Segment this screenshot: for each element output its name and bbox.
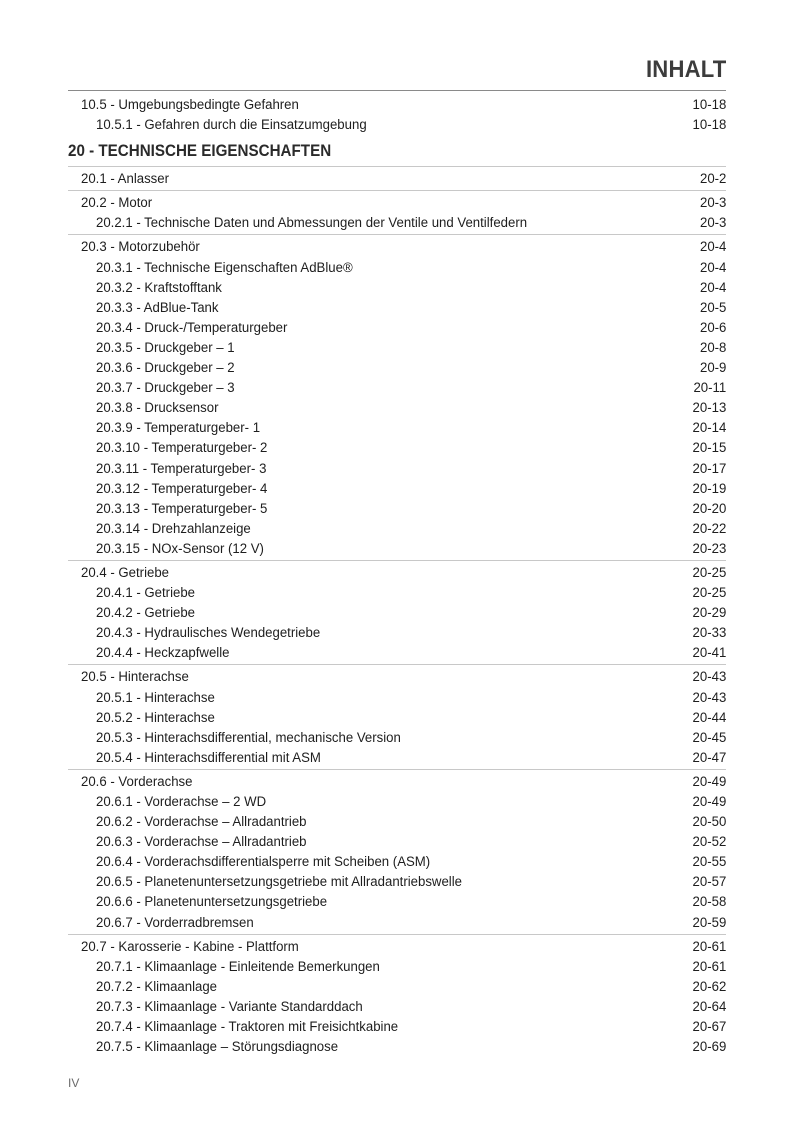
toc-entry-page: 20-29 [692, 605, 726, 622]
toc-group [68, 234, 726, 559]
toc-entry[interactable] [68, 772, 726, 792]
toc-entry[interactable] [68, 298, 726, 318]
page-number: IV [68, 1076, 80, 1090]
toc-entry-page: 20-19 [692, 480, 726, 497]
toc-entry[interactable] [68, 688, 726, 708]
toc-entry-page: 20-41 [692, 645, 726, 662]
toc-entry-label: 20.2 - Motor [81, 195, 153, 212]
toc-entry-label: 20.4.1 - Getriebe [96, 585, 196, 602]
toc-entry-page: 20-49 [692, 773, 726, 790]
toc-entry-label: 10.5 - Umgebungsbedingte Gefahren [81, 97, 299, 113]
toc-entry-page: 20-44 [692, 709, 726, 726]
toc-entry[interactable] [68, 667, 726, 687]
toc-entry-page: 10-18 [692, 117, 726, 134]
toc-entry[interactable] [68, 169, 726, 189]
toc-entry-page: 20-69 [692, 1039, 726, 1056]
toc-entry-page: 20-11 [693, 380, 726, 397]
toc-entry-label: 20.6.4 - Vorderachsdifferentialsperre mit Scheiben (ASM) [96, 854, 431, 871]
toc-entry[interactable] [68, 852, 726, 872]
toc-entry-label: 20.4.2 - Getriebe [96, 605, 196, 622]
toc-entry[interactable] [68, 479, 726, 499]
toc-entry-label: 20.7.4 - Klimaanlage - Traktoren mit Freisichtkabine [96, 1019, 399, 1036]
toc-entry[interactable] [68, 623, 726, 643]
toc-entry[interactable] [68, 278, 726, 298]
toc-entry[interactable] [68, 977, 726, 997]
toc-entry[interactable] [68, 892, 726, 912]
toc-entry-page: 20-43 [692, 669, 726, 686]
toc-entry-label: 20.3.3 - AdBlue-Tank [96, 299, 219, 316]
toc-group [68, 664, 726, 767]
toc-entry-label: 20.3.9 - Temperaturgeber- 1 [96, 420, 261, 437]
toc-entry-label: 20.5.4 - Hinterachsdifferential mit ASM [96, 749, 321, 766]
toc-entry[interactable] [68, 1037, 726, 1057]
toc-entry[interactable] [68, 643, 726, 663]
table-of-contents [68, 94, 726, 1057]
toc-entry-label: 20.5 - Hinterachse [81, 669, 189, 686]
toc-entry[interactable] [68, 499, 726, 519]
toc-entry-label: 10.5.1 - Gefahren durch die Einsatzumgebung [96, 117, 367, 134]
toc-entry-page: 20-9 [699, 360, 726, 377]
toc-entry[interactable] [68, 459, 726, 479]
toc-entry[interactable] [68, 193, 726, 213]
toc-entry-page: 20-5 [699, 299, 726, 316]
toc-group [68, 190, 726, 233]
toc-entry-label: 20.5.1 - Hinterachse [96, 689, 215, 706]
toc-entry-page: 20-50 [692, 814, 726, 831]
toc-entry-page: 20-61 [692, 938, 726, 955]
toc-entry[interactable] [68, 378, 726, 398]
toc-entry-page: 20-33 [692, 625, 726, 642]
toc-entry-label: 20.6 - Vorderachse [81, 773, 193, 790]
toc-entry-page: 20-4 [699, 279, 726, 296]
toc-entry-page: 20-22 [692, 520, 726, 537]
toc-entry-label: 20.3.2 - Kraftstofftank [96, 279, 222, 296]
toc-entry-label: 20.3.7 - Druckgeber – 3 [96, 380, 235, 397]
toc-entry[interactable] [68, 792, 726, 812]
toc-entry-label: 20.3.11 - Temperaturgeber- 3 [96, 460, 267, 477]
toc-group [68, 95, 726, 135]
toc-entry-page: 20-61 [692, 958, 726, 975]
toc-entry[interactable] [68, 95, 726, 115]
toc-entry-label: 20.3.13 - Temperaturgeber- 5 [96, 500, 268, 517]
toc-entry[interactable] [68, 728, 726, 748]
toc-entry-label: 20.4 - Getriebe [81, 564, 170, 581]
toc-entry[interactable] [68, 539, 726, 559]
toc-entry[interactable] [68, 338, 726, 358]
toc-entry[interactable] [68, 937, 726, 957]
toc-entry-page: 20-25 [692, 585, 726, 602]
toc-group [68, 934, 726, 1058]
toc-entry-label: 20.3.5 - Druckgeber – 1 [96, 339, 235, 356]
toc-entry-label: 20.3 - Motorzubehör [81, 239, 200, 256]
toc-entry[interactable] [68, 318, 726, 338]
chapter-heading [68, 135, 726, 165]
toc-entry-page: 10-18 [692, 97, 726, 113]
toc-entry-page: 20-49 [692, 794, 726, 810]
toc-entry-label: 20.6.7 - Vorderradbremsen [96, 914, 254, 931]
page-header [68, 56, 726, 91]
toc-entry[interactable] [68, 583, 726, 603]
toc-entry-label: 20.1 - Anlasser [81, 171, 170, 188]
toc-entry-page: 20-4 [699, 259, 726, 276]
toc-entry-page: 20-17 [692, 460, 726, 477]
page-title: INHALT [645, 56, 726, 83]
toc-entry[interactable] [68, 603, 726, 623]
toc-entry-label: 20.2.1 - Technische Daten und Abmessungen der Ventile und Ventilfedern [96, 215, 528, 232]
toc-entry-page: 20-64 [692, 998, 726, 1015]
toc-entry-label: 20.7.5 - Klimaanlage – Störungsdiagnose [96, 1039, 339, 1056]
toc-entry[interactable] [68, 438, 726, 458]
toc-entry-label: 20.6.2 - Vorderachse – Allradantrieb [96, 814, 307, 831]
toc-entry-page: 20-15 [692, 440, 726, 457]
toc-entry-label: 20.3.4 - Druck-/Temperaturgeber [96, 319, 288, 336]
toc-entry-label: 20.3.12 - Temperaturgeber- 4 [96, 480, 268, 497]
toc-entry-label: 20.4.3 - Hydraulisches Wendegetriebe [96, 625, 321, 642]
toc-entry-label: 20.7.1 - Klimaanlage - Einleitende Bemerkungen [96, 958, 380, 975]
toc-entry[interactable] [68, 115, 726, 135]
toc-entry-page: 20-57 [692, 874, 726, 891]
toc-entry[interactable] [68, 258, 726, 278]
toc-entry-page: 20-25 [692, 564, 726, 581]
toc-entry-label: 20.3.8 - Drucksensor [96, 400, 219, 417]
toc-entry-label: 20.3.10 - Temperaturgeber- 2 [96, 440, 268, 457]
toc-entry-page: 20-43 [692, 689, 726, 706]
toc-entry[interactable] [68, 398, 726, 418]
toc-entry-page: 20-4 [699, 239, 726, 256]
toc-entry-page: 20-6 [699, 319, 726, 336]
toc-entry-page: 20-55 [692, 854, 726, 871]
toc-entry-label: 20.5.3 - Hinterachsdifferential, mechanische Version [96, 729, 401, 746]
toc-entry-label: 20.3.15 - NOx-Sensor (12 V) [96, 540, 264, 557]
toc-entry-page: 20-3 [699, 215, 726, 232]
toc-entry-page: 20-59 [692, 914, 726, 931]
toc-entry[interactable] [68, 519, 726, 539]
toc-entry-page: 20-45 [692, 729, 726, 746]
toc-group [68, 769, 726, 933]
toc-entry-page: 20-52 [692, 834, 726, 851]
toc-entry[interactable] [68, 832, 726, 852]
toc-entry-label: 20.6.6 - Planetenuntersetzungsgetriebe [96, 894, 328, 911]
toc-entry[interactable] [68, 872, 726, 892]
toc-entry-label: 20.7.2 - Klimaanlage [96, 978, 218, 995]
toc-entry[interactable] [68, 748, 726, 768]
toc-entry-label: 20.6.1 - Vorderachse – 2 WD [96, 794, 267, 810]
toc-entry-label: 20.3.14 - Drehzahlanzeige [96, 520, 251, 537]
toc-entry-page: 20-14 [692, 420, 726, 437]
toc-entry-label: 20.3.1 - Technische Eigenschaften AdBlue® [96, 259, 353, 276]
toc-entry-page: 20-47 [692, 749, 726, 766]
toc-entry-page: 20-2 [699, 171, 726, 188]
toc-entry-label: 20.7 - Karosserie - Kabine - Plattform [81, 938, 299, 955]
toc-entry[interactable] [68, 237, 726, 257]
toc-entry-label: 20.6.5 - Planetenuntersetzungsgetriebe mit Allradantriebswelle [96, 874, 462, 891]
toc-group [68, 166, 726, 189]
toc-entry-page: 20-20 [692, 500, 726, 517]
toc-entry-label: 20.6.3 - Vorderachse – Allradantrieb [96, 834, 307, 851]
toc-entry-label: 20.4.4 - Heckzapfwelle [96, 645, 230, 662]
toc-entry-label: 20.3.6 - Druckgeber – 2 [96, 360, 235, 377]
toc-entry[interactable] [68, 358, 726, 378]
toc-entry[interactable] [68, 708, 726, 728]
toc-entry[interactable] [68, 213, 726, 233]
toc-entry[interactable] [68, 913, 726, 933]
chapter-heading-label: 20 - TECHNISCHE EIGENSCHAFTEN [68, 142, 332, 161]
toc-entry[interactable] [68, 957, 726, 977]
toc-entry[interactable] [68, 418, 726, 438]
toc-entry-page: 20-58 [692, 894, 726, 911]
toc-entry[interactable] [68, 1017, 726, 1037]
toc-entry[interactable] [68, 563, 726, 583]
toc-entry-page: 20-23 [692, 540, 726, 557]
toc-group [68, 560, 726, 663]
toc-entry[interactable] [68, 812, 726, 832]
toc-entry-page: 20-8 [699, 339, 726, 356]
toc-entry[interactable] [68, 997, 726, 1017]
toc-entry-page: 20-13 [692, 400, 726, 417]
toc-entry-label: 20.5.2 - Hinterachse [96, 709, 215, 726]
toc-entry-page: 20-67 [692, 1019, 726, 1036]
toc-entry-page: 20-3 [699, 195, 726, 212]
toc-entry-label: 20.7.3 - Klimaanlage - Variante Standarddach [96, 998, 363, 1015]
toc-entry-page: 20-62 [692, 978, 726, 995]
